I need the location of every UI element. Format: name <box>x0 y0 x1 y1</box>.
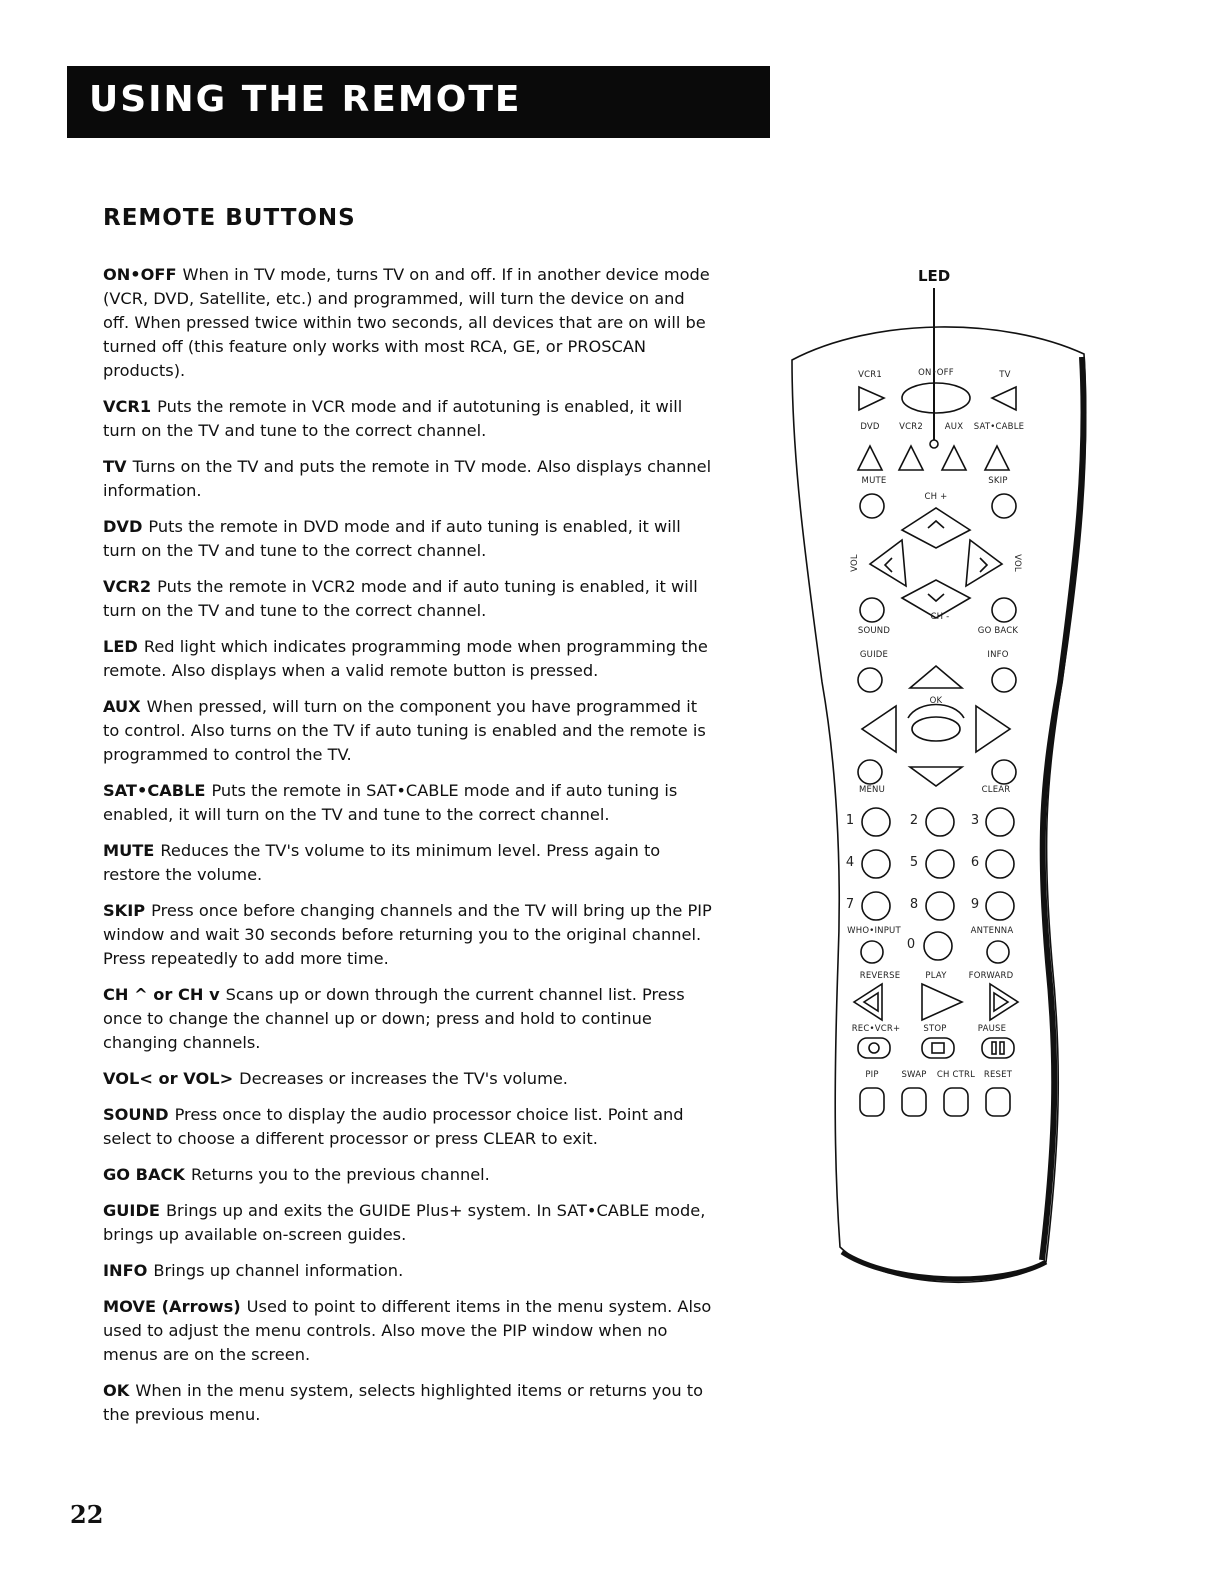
vcr2-button-icon <box>899 446 923 470</box>
definition-term: SAT•CABLE <box>103 781 206 800</box>
definition-ch <box>103 983 715 1055</box>
stop-inner-icon <box>932 1043 944 1053</box>
definition-term: AUX <box>103 697 141 716</box>
reset-button-icon <box>986 1088 1010 1116</box>
ch-down-arrow-icon <box>928 594 944 601</box>
digit-0-label: 0 <box>906 937 916 952</box>
definition-text: Reduces the TV's volume to its minimum level. Press again to restore the volume. <box>103 841 661 884</box>
led-light <box>930 440 938 448</box>
clear-label: CLEAR <box>981 785 1011 795</box>
mute-button-icon <box>860 494 884 518</box>
definition-term: LED <box>103 637 138 656</box>
digit-8-label: 8 <box>909 897 919 912</box>
pause-bar-left-icon <box>992 1042 996 1054</box>
definition-ok <box>103 1379 715 1427</box>
definition-text: Used to point to different items in the menu system. Also used to adjust the menu controls. Also move the PIP window when no menus are on the screen. <box>103 1297 712 1364</box>
definition-term: DVD <box>103 517 143 536</box>
definition-vcr1 <box>103 395 715 443</box>
definition-term: GUIDE <box>103 1201 160 1220</box>
pause-bar-right-icon <box>1000 1042 1004 1054</box>
definition-dvd <box>103 515 715 563</box>
on-off-label: ON•OFF <box>918 368 954 378</box>
definition-text: When pressed, will turn on the component you have programmed it to control. Also turns on the TV if auto tuning is enabled and the remote is programmed to control the TV. <box>103 697 706 764</box>
definition-term: CH ^ or CH v <box>103 985 220 1004</box>
ok-label: OK <box>929 696 943 706</box>
definition-text: Puts the remote in VCR mode and if autotuning is enabled, it will turn on the TV and tune to the correct channel. <box>103 397 683 440</box>
swap-button-icon <box>902 1088 926 1116</box>
definition-led <box>103 635 715 683</box>
definition-term: VCR2 <box>103 577 152 596</box>
definition-sat-cable <box>103 779 715 827</box>
who-input-label: WHO•INPUT <box>847 926 901 936</box>
definition-term: SOUND <box>103 1105 169 1124</box>
ch-up-arrow-icon <box>928 521 944 528</box>
tv-label: TV <box>999 370 1011 380</box>
digit-0-button-icon <box>924 932 952 960</box>
definition-move <box>103 1295 715 1367</box>
definition-term: SKIP <box>103 901 146 920</box>
rec-inner-icon <box>869 1043 879 1053</box>
header-banner <box>67 66 770 138</box>
definition-term: TV <box>103 457 127 476</box>
mute-label: MUTE <box>861 476 887 486</box>
digit-4-label: 4 <box>845 855 855 870</box>
definition-text: Puts the remote in SAT•CABLE mode and if auto tuning is enabled, it will turn on the TV and tune to the correct channel. <box>103 781 678 824</box>
digit-1-button-icon <box>862 808 890 836</box>
ch-minus-label: CH - <box>930 612 950 622</box>
digit-5-label: 5 <box>909 855 919 870</box>
definition-text: When in TV mode, turns TV on and off. If in another device mode (VCR, DVD, Satellite, etc.) and programmed, will turn the device on and off. When pressed twice within two seconds, all devices that are on will be turned off (this feature only works with most RCA, GE, or PROSCAN products). <box>103 265 710 380</box>
dvd-button-icon <box>858 446 882 470</box>
definition-aux <box>103 695 715 767</box>
definition-vol <box>103 1067 715 1091</box>
definition-text: Brings up and exits the GUIDE Plus+ system. In SAT•CABLE mode, brings up available on-screen guides. <box>103 1201 706 1244</box>
ch-ctrl-label: CH CTRL <box>936 1070 976 1080</box>
reset-label: RESET <box>983 1070 1013 1080</box>
stop-label: STOP <box>923 1024 947 1034</box>
digit-3-label: 3 <box>970 813 980 828</box>
definition-tv <box>103 455 715 503</box>
definition-term: INFO <box>103 1261 148 1280</box>
ch-up-button-icon <box>902 508 970 548</box>
definition-term: VCR1 <box>103 397 152 416</box>
stop-button-icon <box>922 1038 954 1058</box>
antenna-button-icon <box>987 941 1009 963</box>
info-button-icon <box>992 668 1016 692</box>
definition-skip <box>103 899 715 971</box>
digit-7-label: 7 <box>845 897 855 912</box>
menu-label: MENU <box>858 785 886 795</box>
digit-9-button-icon <box>986 892 1014 920</box>
who-input-button-icon <box>861 941 883 963</box>
definition-text: Returns you to the previous channel. <box>190 1165 490 1184</box>
ch-plus-label: CH + <box>924 492 948 502</box>
go-back-label: GO BACK <box>977 626 1019 636</box>
definition-info <box>103 1259 715 1283</box>
page-title: USING THE REMOTE <box>89 79 522 120</box>
definition-on-off <box>103 263 715 383</box>
forward-label: FORWARD <box>968 971 1014 981</box>
digit-3-button-icon <box>986 808 1014 836</box>
digit-7-button-icon <box>862 892 890 920</box>
digit-6-button-icon <box>986 850 1014 878</box>
digit-8-button-icon <box>926 892 954 920</box>
definition-text: Decreases or increases the TV's volume. <box>239 1069 568 1088</box>
definition-text: Brings up channel information. <box>153 1261 404 1280</box>
vcr1-button-icon <box>859 387 884 410</box>
definition-text: Press once to display the audio processor choice list. Point and select to choose a different processor or press CLEAR to exit. <box>103 1105 684 1148</box>
sat-cable-label: SAT•CABLE <box>973 422 1025 432</box>
reverse-inner-icon <box>864 993 878 1011</box>
move-left-button-icon <box>862 706 896 752</box>
rec-vcr-button-icon <box>858 1038 890 1058</box>
ch-ctrl-button-icon <box>944 1088 968 1116</box>
definition-text: When in the menu system, selects highlighted items or returns you to the previous menu. <box>103 1381 704 1424</box>
skip-label: SKIP <box>988 476 1008 486</box>
led-callout-label: LED <box>918 267 951 285</box>
dvd-label: DVD <box>860 422 880 432</box>
swap-label: SWAP <box>901 1070 927 1080</box>
aux-label: AUX <box>944 422 964 432</box>
definition-term: MUTE <box>103 841 155 860</box>
play-button-icon <box>922 984 962 1020</box>
vol-right-arrow-icon <box>980 558 987 572</box>
digit-5-button-icon <box>926 850 954 878</box>
digit-2-button-icon <box>926 808 954 836</box>
guide-button-icon <box>858 668 882 692</box>
definition-text: Press once before changing channels and the TV will bring up the PIP window and wait 30 seconds before returning you to the original channel. Press repeatedly to add more time. <box>103 901 712 968</box>
remote-illustration <box>784 262 1096 1302</box>
pip-button-icon <box>860 1088 884 1116</box>
sound-button-icon <box>860 598 884 622</box>
definition-text: Turns on the TV and puts the remote in TV mode. Also displays channel information. <box>103 457 712 500</box>
sat-cable-button-icon <box>985 446 1009 470</box>
definition-text: Red light which indicates programming mode when programming the remote. Also displays when a valid remote button is pressed. <box>103 637 708 680</box>
digit-2-label: 2 <box>909 813 919 828</box>
aux-button-icon <box>942 446 966 470</box>
rec-vcr-label: REC•VCR+ <box>851 1024 901 1034</box>
tv-button-icon <box>992 387 1016 410</box>
definition-go-back <box>103 1163 715 1187</box>
definition-term: MOVE (Arrows) <box>103 1297 241 1316</box>
move-down-button-icon <box>910 767 962 786</box>
digit-6-label: 6 <box>970 855 980 870</box>
remote-bottom-shadow <box>842 1252 1046 1279</box>
definition-mute <box>103 839 715 887</box>
definition-term: ON•OFF <box>103 265 177 284</box>
ok-button-icon <box>912 717 960 741</box>
digit-1-label: 1 <box>845 813 855 828</box>
definition-term: GO BACK <box>103 1165 185 1184</box>
go-back-button-icon <box>992 598 1016 622</box>
digit-4-button-icon <box>862 850 890 878</box>
vcr1-label: VCR1 <box>858 370 882 380</box>
skip-button-icon <box>992 494 1016 518</box>
pause-button-icon <box>982 1038 1014 1058</box>
section-title: REMOTE BUTTONS <box>103 205 356 231</box>
move-up-button-icon <box>910 666 962 688</box>
page-number: 22 <box>70 1500 104 1529</box>
forward-inner-icon <box>994 993 1008 1011</box>
ok-ring-icon <box>908 705 964 719</box>
definition-term: OK <box>103 1381 130 1400</box>
digit-9-label: 9 <box>970 897 980 912</box>
definition-sound <box>103 1103 715 1151</box>
menu-button-icon <box>858 760 882 784</box>
definition-term: VOL< or VOL> <box>103 1069 234 1088</box>
vcr2-label: VCR2 <box>899 422 923 432</box>
definition-guide <box>103 1199 715 1247</box>
antenna-label: ANTENNA <box>970 926 1014 936</box>
move-right-button-icon <box>976 706 1010 752</box>
definition-text: Puts the remote in DVD mode and if auto tuning is enabled, it will turn on the TV and tune to the correct channel. <box>103 517 681 560</box>
definition-text: Puts the remote in VCR2 mode and if auto tuning is enabled, it will turn on the TV and tune to the correct channel. <box>103 577 698 620</box>
guide-label: GUIDE <box>859 650 889 660</box>
play-label: PLAY <box>925 971 947 981</box>
reverse-label: REVERSE <box>859 971 901 981</box>
pip-label: PIP <box>865 1070 879 1080</box>
sound-label: SOUND <box>857 626 891 636</box>
vol-left-arrow-icon <box>885 558 892 572</box>
pause-label: PAUSE <box>977 1024 1007 1034</box>
vol-right-label: VOL <box>1012 554 1022 572</box>
definition-vcr2 <box>103 575 715 623</box>
on-off-button-icon <box>902 383 970 413</box>
vol-left-label: VOL <box>850 554 860 572</box>
definition-text: Scans up or down through the current channel list. Press once to change the channel up or down; press and hold to continue changing channels. <box>103 985 685 1052</box>
button-definitions <box>103 263 715 1439</box>
info-label: INFO <box>987 650 1009 660</box>
clear-button-icon <box>992 760 1016 784</box>
